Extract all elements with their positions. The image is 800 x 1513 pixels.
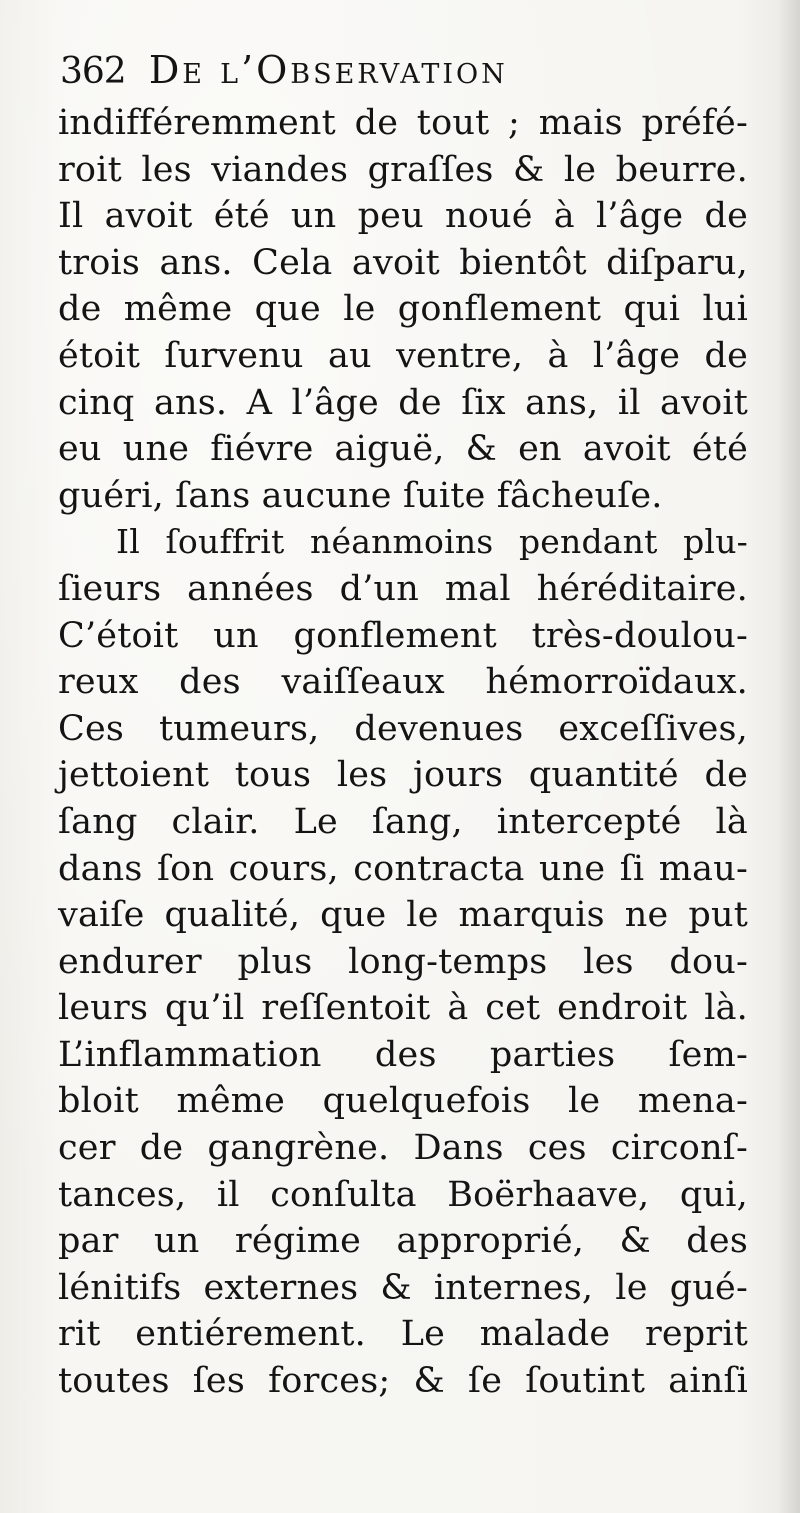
text-line: par un régime approprié, & des bbox=[58, 1221, 748, 1262]
text-line: L’inflammation des parties ſem- bbox=[58, 1034, 748, 1075]
text-line: leurs qu’il reſſentoit à cet endroit là. bbox=[58, 988, 748, 1029]
text-line: roit les viandes graſſes & le beurre. bbox=[58, 149, 748, 190]
paragraph-start-line: Il ſouffrit néanmoins pendant plu- bbox=[116, 522, 748, 562]
text-line: cer de gangrène. Dans ces circonſ- bbox=[58, 1128, 748, 1169]
text-line: indifféremment de tout ; mais préfé- bbox=[58, 103, 748, 143]
text-line: endurer plus long-temps les dou- bbox=[58, 941, 748, 982]
body-text bbox=[58, 100, 748, 1405]
text-line: de même que le gonflement qui lui bbox=[58, 289, 748, 330]
text-line: eu une fiévre aiguë, & en avoit été bbox=[58, 429, 748, 470]
text-line: Il avoit été un peu noué à l’âge de bbox=[58, 196, 748, 237]
text-line: trois ans. Cela avoit bientôt diſparu, bbox=[58, 242, 748, 283]
text-line: ſieurs années d’un mal héréditaire. bbox=[58, 568, 748, 609]
text-line: vaiſe qualité, que le marquis ne put bbox=[58, 895, 748, 936]
text-line: rit entiérement. Le malade reprit bbox=[58, 1314, 748, 1355]
page-edge-shadow bbox=[778, 0, 800, 1513]
text-line: tances, il conſulta Boërhaave, qui, bbox=[58, 1174, 748, 1215]
text-line: bloit même quelquefois le mena- bbox=[58, 1081, 748, 1122]
text-line: cinq ans. A l’âge de ſix ans, il avoit bbox=[58, 382, 748, 423]
page-header bbox=[60, 48, 760, 100]
text-line: Ces tumeurs, devenues exceſſives, bbox=[58, 708, 748, 749]
text-line: étoit ſurvenu au ventre, à l’âge de bbox=[58, 335, 748, 376]
running-head: De l’Observation bbox=[148, 48, 508, 92]
text-line: reux des vaiſſeaux hémorroïdaux. bbox=[58, 662, 748, 703]
paragraph-end-line: guéri, ſans aucune ſuite fâcheuſe. bbox=[58, 475, 663, 516]
text-line: dans ſon cours, contracta une ſi mau- bbox=[58, 848, 748, 889]
text-line: C’étoit un gonflement très-doulou- bbox=[58, 615, 748, 656]
text-line: ſang clair. Le ſang, intercepté là bbox=[58, 801, 748, 842]
text-line: lénitifs externes & internes, le gué- bbox=[58, 1267, 748, 1308]
page-number: 362 bbox=[60, 51, 126, 92]
text-line: jettoient tous les jours quantité de bbox=[58, 755, 748, 796]
text-line: toutes ſes forces; & ſe ſoutint ainſi bbox=[58, 1361, 748, 1402]
